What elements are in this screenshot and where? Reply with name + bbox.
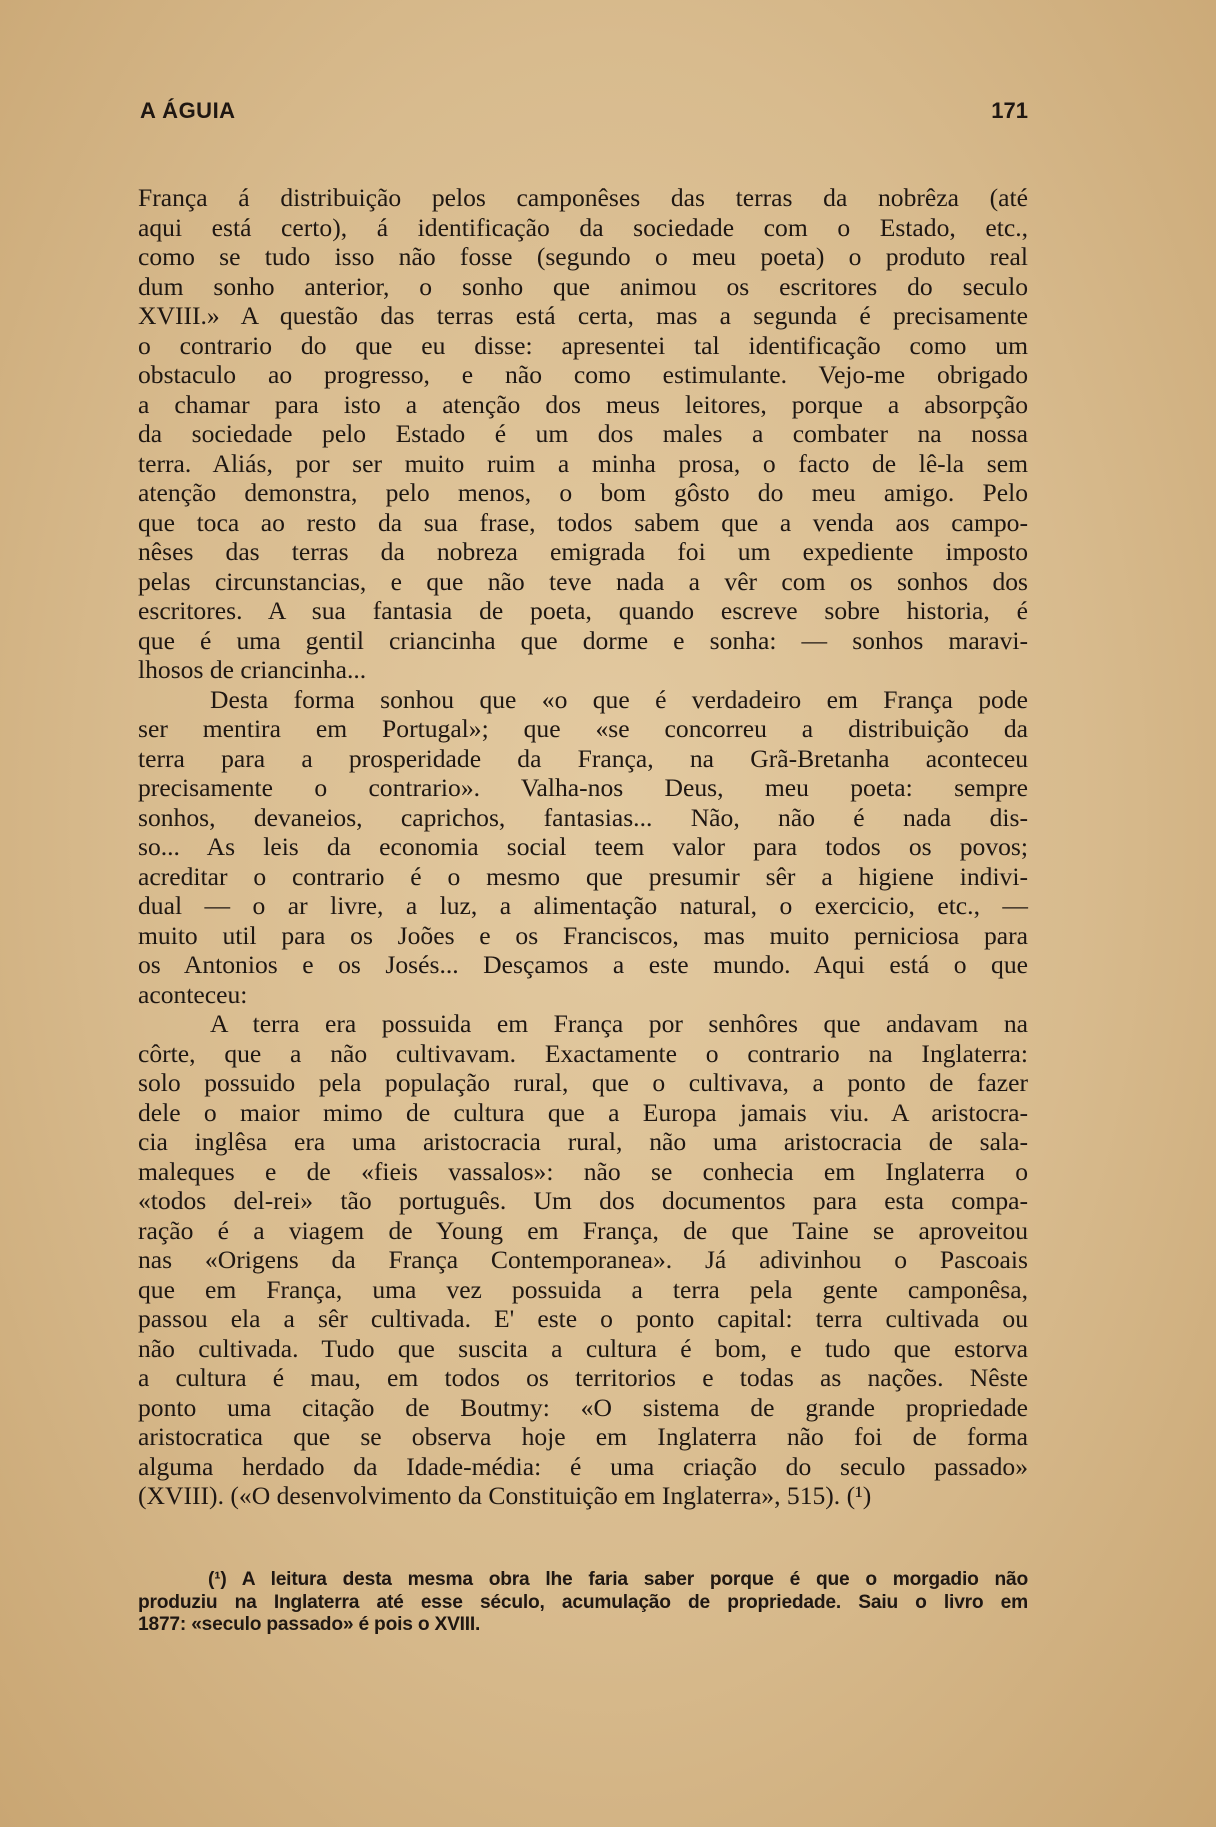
text-line: côrte, que a não cultivavam. Exactamente o contrario na Inglaterra: (138, 1038, 1028, 1068)
text-line: pelas circunstancias, e que não teve nada a vêr com os sonhos dos (138, 566, 1028, 596)
text-line: obstaculo ao progresso, e não como estimulante. Vejo-me obrigado (138, 360, 1028, 389)
text-line: da sociedade pelo Estado é um dos males a combater na nossa (138, 419, 1028, 448)
text-line: sonhos, devaneios, caprichos, fantasias... Não, não é nada dis- (138, 802, 1028, 832)
footnote-line: produziu na Inglaterra até esse século, acumulação de propriedade. Saiu o livro em (138, 1591, 1028, 1613)
text-line: o contrario do que eu disse: apresentei tal identificação como um (138, 330, 1028, 360)
text-line: ração é a viagem de Young em França, de que Taine se aproveitou (138, 1215, 1028, 1245)
text-line: terra para a prosperidade da França, na Grã-Bretanha aconteceu (138, 743, 1028, 773)
text-line: acreditar o contrario é o mesmo que presumir sêr a higiene indivi- (138, 861, 1028, 891)
text-line: a cultura é mau, em todos os territorios e todas as nações. Nêste (138, 1363, 1028, 1392)
text-line: escritores. A sua fantasia de poeta, quando escreve sobre historia, é (138, 596, 1028, 625)
text-line: cia inglêsa era uma aristocracia rural, não uma aristocracia de sala- (138, 1127, 1028, 1156)
book-page (138, 0, 1028, 1827)
text-line: terra. Aliás, por ser muito ruim a minha prosa, o facto de lê-la sem (138, 448, 1028, 478)
page-header (138, 98, 1028, 138)
text-line: França á distribuição pelos camponêses das terras da nobrêza (até (138, 183, 1028, 212)
text-line: como se tudo isso não fosse (segundo o meu poeta) o produto real (138, 242, 1028, 271)
text-line: que toca ao resto da sua frase, todos sabem que a venda aos campo- (138, 507, 1028, 537)
text-line: lhosos de criancinha... (138, 655, 367, 684)
text-line: ser mentira em Portugal»; que «se concorreu a distribuição da (138, 714, 1028, 743)
text-line: alguma herdado da Idade-média: é uma criação do seculo passado» (138, 1451, 1028, 1481)
text-line: precisamente o contrario». Valha-nos Deus, meu poeta: sempre (138, 773, 1028, 802)
body-text (138, 183, 1028, 1511)
text-line: nêses das terras da nobreza emigrada foi um expediente imposto (138, 537, 1028, 566)
text-line: não cultivada. Tudo que suscita a cultura é bom, e tudo que estorva (138, 1333, 1028, 1363)
text-line: aristocratica que se observa hoje em Inglaterra não foi de forma (138, 1422, 1028, 1451)
text-line: atenção demonstra, pelo menos, o bom gôsto do meu amigo. Pelo (138, 478, 1028, 507)
text-line: (XVIII). («O desenvolvimento da Constituição em Inglaterra», 515). (¹) (138, 1481, 872, 1510)
text-line: a chamar para isto a atenção dos meus leitores, porque a absorpção (138, 389, 1028, 419)
text-line: ponto uma citação de Boutmy: «O sistema de grande propriedade (138, 1392, 1028, 1422)
text-line: so... As leis da economia social teem valor para todos os povos; (138, 832, 1028, 861)
paragraph-first-line: A terra era possuida em França por senhôres que andavam na (210, 1009, 1028, 1038)
text-line: os Antonios e os Josés... Desçamos a este mundo. Aqui está o que (138, 950, 1028, 979)
text-line: que é uma gentil criancinha que dorme e sonha: — sonhos maravi- (138, 625, 1028, 655)
text-line: «todos del-rei» tão português. Um dos documentos para esta compa- (138, 1186, 1028, 1215)
text-line: XVIII.» A questão das terras está certa, mas a segunda é precisamente (138, 301, 1028, 330)
footnote-line: 1877: «seculo passado» é pois o XVIII. (138, 1614, 481, 1635)
text-line: maleques e de «fieis vassalos»: não se conhecia em Inglaterra o (138, 1156, 1028, 1186)
text-line: passou ela a sêr cultivada. E' este o ponto capital: terra cultivada ou (138, 1304, 1028, 1333)
text-line: dual — o ar livre, a luz, a alimentação natural, o exercicio, etc., — (138, 891, 1028, 920)
text-line: solo possuido pela população rural, que o cultivava, a ponto de fazer (138, 1068, 1028, 1097)
paragraph-first-line: Desta forma sonhou que «o que é verdadeiro em França pode (210, 684, 1028, 714)
running-title: A ÁGUIA (140, 98, 236, 123)
text-line: que em França, uma vez possuida a terra pela gente camponêsa, (138, 1274, 1028, 1304)
text-line: nas «Origens da França Contemporanea». Já adivinhou o Pascoais (138, 1245, 1028, 1274)
text-line: dum sonho anterior, o sonho que animou os escritores do seculo (138, 271, 1028, 301)
page-number: 171 (991, 98, 1028, 123)
text-line: muito util para os Joões e os Franciscos, mas muito perniciosa para (138, 920, 1028, 950)
text-line: dele o maior mimo de cultura que a Europa jamais viu. A aristocra- (138, 1097, 1028, 1127)
text-line: aqui está certo), á identificação da sociedade com o Estado, etc., (138, 212, 1028, 242)
footnote (138, 1569, 1028, 1637)
footnote-line: (¹) A leitura desta mesma obra lhe faria saber porque é que o morgadio não (208, 1569, 1028, 1590)
text-line: aconteceu: (138, 979, 248, 1009)
